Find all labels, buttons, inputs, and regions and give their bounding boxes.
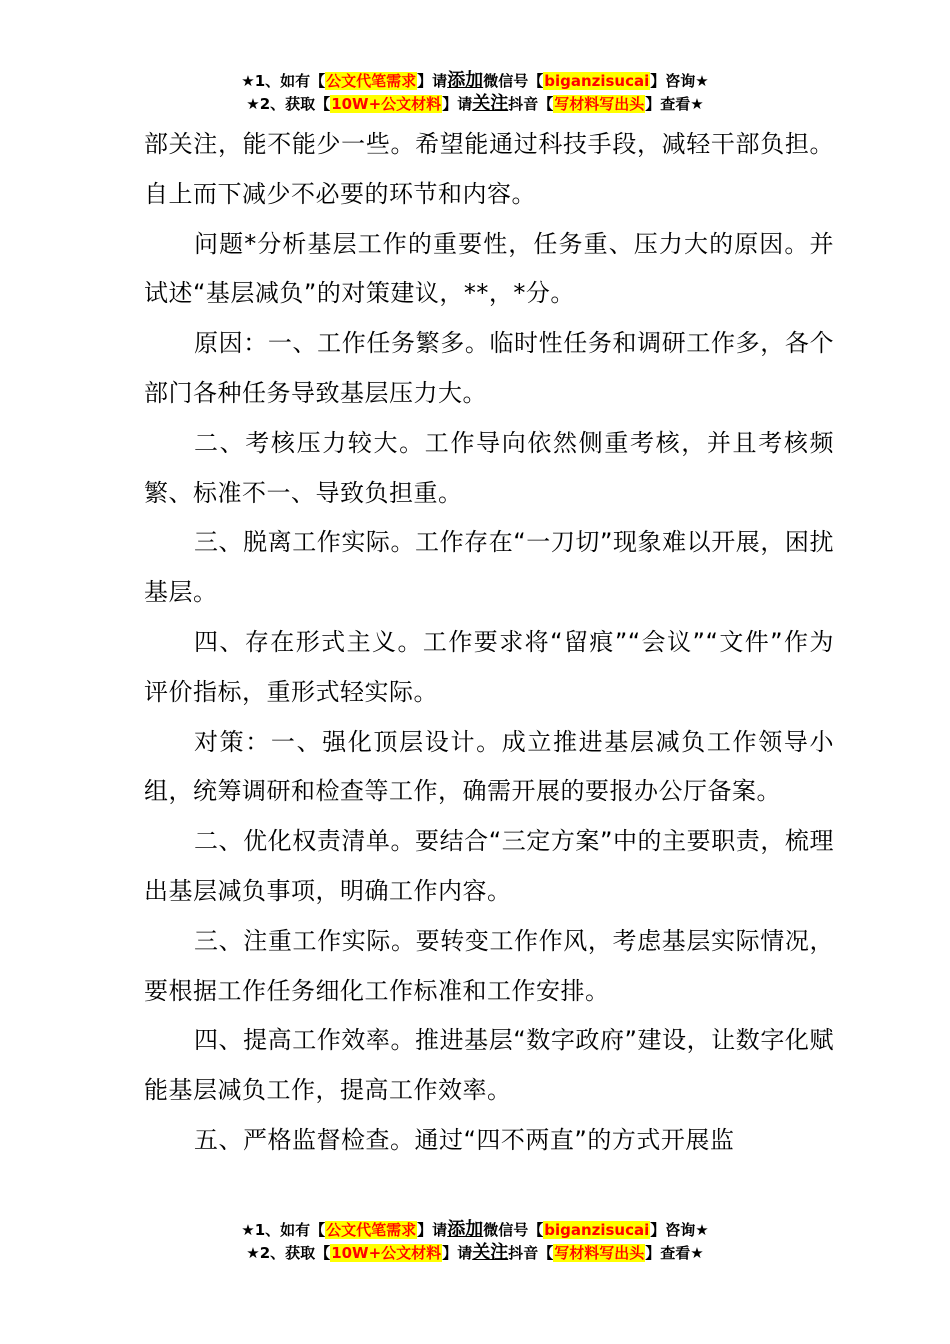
star-icon: ★ — [241, 1221, 255, 1239]
paragraph: 五、严格监督检查。通过“四不两直”的方式开展监 — [194, 1125, 735, 1154]
header-banner — [0, 69, 950, 115]
banner-text: 微信号【 — [483, 1221, 544, 1239]
banner-text: 抖音【 — [508, 1244, 554, 1262]
paragraph: 二、考核压力较大。工作导向依然侧重考核，并且考核频繁、标准不一、导致负担重。 — [144, 428, 834, 507]
banner-text: 1、如有【 — [254, 72, 326, 90]
star-icon: ★ — [246, 1244, 260, 1262]
paragraph: 四、提高工作效率。推进基层“数字政府”建设，让数字化赋能基层减负工作，提高工作效率。 — [144, 1026, 834, 1105]
underlined-text: 关注 — [472, 93, 509, 114]
banner-line-1 — [0, 69, 950, 92]
banner-text: 】咨询 — [650, 1221, 696, 1239]
star-icon: ★ — [690, 95, 704, 113]
banner-text: 】请 — [442, 1244, 473, 1262]
paragraph: 问题*分析基层工作的重要性，任务重、压力大的原因。并试述“基层减负”的对策建议，**，*分。 — [144, 229, 834, 308]
highlight-text: 10W+公文材料 — [331, 95, 442, 113]
paragraph: 原因：一、工作任务繁多。临时性任务和调研工作多，各个部门各种任务导致基层压力大。 — [144, 329, 834, 407]
paragraph: 四、存在形式主义。工作要求将“留痕”“会议”“文件”作为评价指标，重形式轻实际。 — [144, 627, 834, 706]
banner-text: 2、获取【 — [259, 95, 331, 113]
banner-text: 微信号【 — [483, 72, 544, 90]
douyin-account: 写材料写出头 — [554, 1244, 645, 1262]
footer-banner — [0, 1218, 950, 1264]
underlined-text: 添加 — [447, 70, 484, 91]
highlight-text: 公文代笔需求 — [326, 72, 417, 90]
banner-text: 1、如有【 — [254, 1221, 326, 1239]
paragraph: 三、注重工作实际。要转变工作作风，考虑基层实际情况，要根据工作任务细化工作标准和工作安排。 — [144, 926, 834, 1005]
star-icon: ★ — [690, 1244, 704, 1262]
star-icon: ★ — [695, 72, 709, 90]
wechat-id: biganzisucai — [544, 72, 650, 90]
banner-line-2 — [0, 1241, 950, 1264]
star-icon: ★ — [246, 95, 260, 113]
banner-text: 】请 — [417, 72, 448, 90]
banner-text: 】查看 — [645, 95, 691, 113]
star-icon: ★ — [241, 72, 255, 90]
wechat-id: biganzisucai — [544, 1221, 650, 1239]
banner-text: 2、获取【 — [259, 1244, 331, 1262]
underlined-text: 添加 — [447, 1219, 484, 1240]
banner-text: 】请 — [442, 95, 473, 113]
banner-text: 】查看 — [645, 1244, 691, 1262]
banner-text: 抖音【 — [508, 95, 554, 113]
banner-line-2 — [0, 92, 950, 115]
document-body — [144, 120, 834, 1166]
banner-text: 】请 — [417, 1221, 448, 1239]
highlight-text: 10W+公文材料 — [331, 1244, 442, 1262]
paragraph: 部关注，能不能少一些。希望能通过科技手段，减轻干部负担。自上而下减少不必要的环节和内容。 — [144, 130, 834, 208]
paragraph: 对策：一、强化顶层设计。成立推进基层减负工作领导小组，统筹调研和检查等工作，确需开展的要报办公厅备案。 — [144, 727, 834, 806]
banner-text: 】咨询 — [650, 72, 696, 90]
banner-line-1 — [0, 1218, 950, 1241]
star-icon: ★ — [695, 1221, 709, 1239]
paragraph: 二、优化权责清单。要结合“三定方案”中的主要职责，梳理出基层减负事项，明确工作内容。 — [144, 827, 834, 905]
highlight-text: 公文代笔需求 — [326, 1221, 417, 1239]
underlined-text: 关注 — [472, 1242, 509, 1263]
douyin-account: 写材料写出头 — [554, 95, 645, 113]
paragraph: 三、脱离工作实际。工作存在“一刀切”现象难以开展，困扰基层。 — [144, 528, 834, 607]
